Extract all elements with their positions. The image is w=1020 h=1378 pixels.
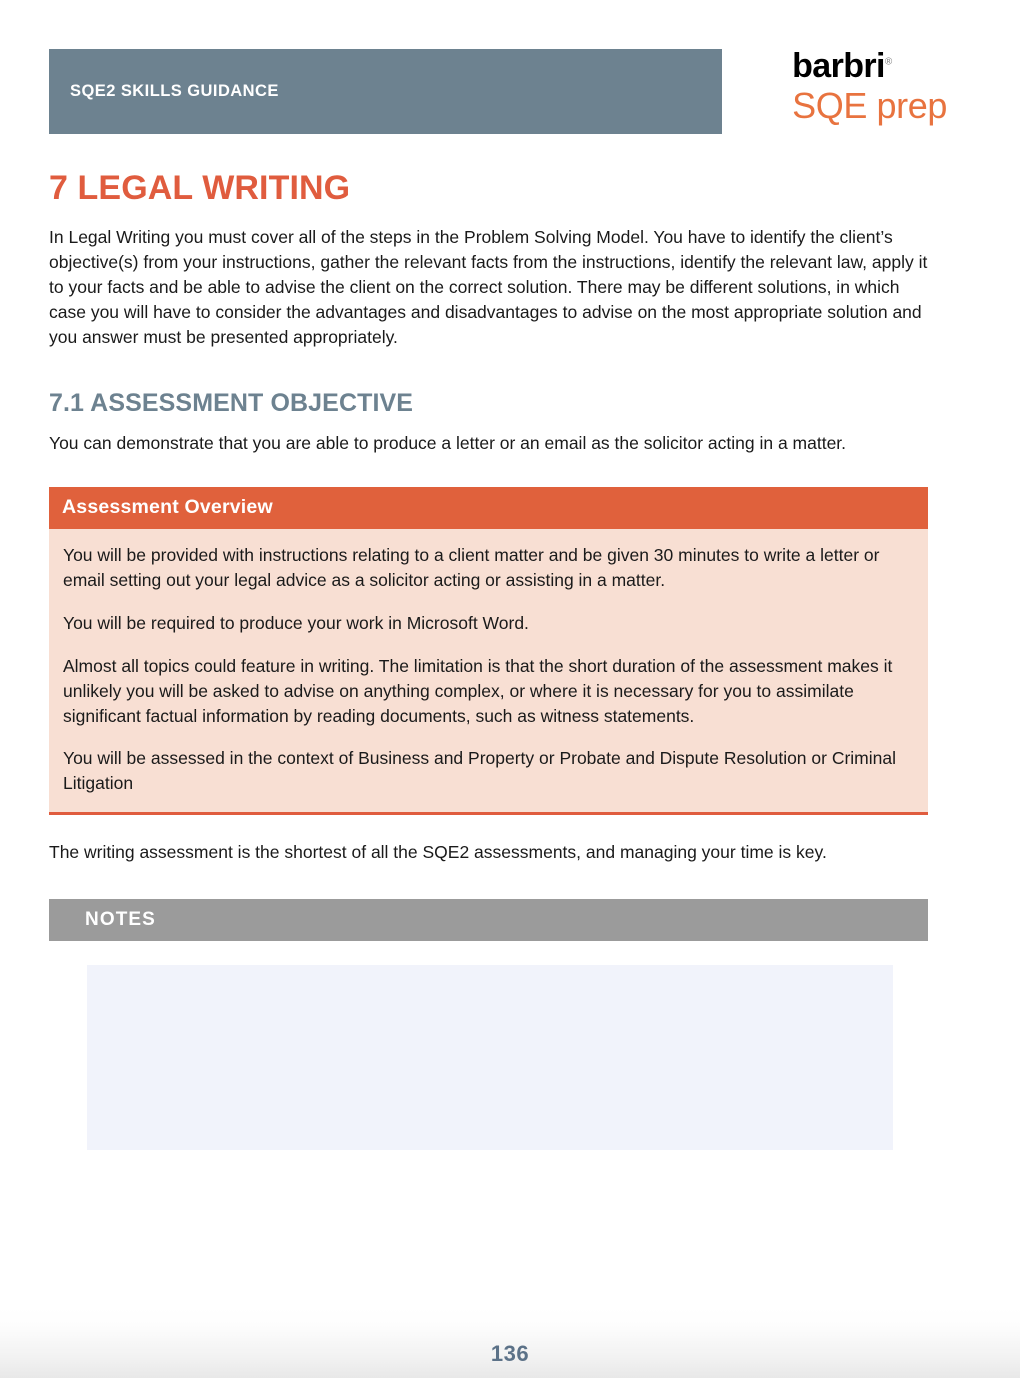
page-title: 7 LEGAL WRITING [49,169,351,207]
intro-paragraph: In Legal Writing you must cover all of the steps in the Problem Solving Model. You have to identify the client’s objective(s) from your instructions, gather the relevant facts from the instructions, identify the relevant law, apply it to your facts and be able to advise the client on the correct solution. There may be different solutions, in which case you will have to consider the advantages and disadvantages to advise on the most appropriate solution and you answer must be presented appropriately. [49,227,928,347]
assessment-overview-callout [49,487,928,815]
callout-body [49,529,928,812]
brand-logo [792,49,947,125]
callout-paragraph: You will be assessed in the context of Business and Property or Probate and Dispute Resolution or Criminal Litigation [63,748,897,794]
callout-paragraph: Almost all topics could feature in writing. The limitation is that the short duration of the assessment makes it unlikely you will be asked to advise on anything complex, or where it is necessary for you to assimilate significant factual information by reading documents, such as witness statements. [63,655,893,726]
page-number: 136 [490,1341,530,1366]
callout-paragraph: You will be provided with instructions relating to a client matter and be given 30 minutes to write a letter or email setting out your legal advice as a solicitor acting or assisting in a matter. [63,545,880,591]
brand-name [792,49,892,85]
notes-header-label: NOTES [85,909,156,931]
section-paragraph: You can demonstrate that you are able to produce a letter or an email as the solicitor acting in a matter. [49,433,847,454]
brand-subtitle: SQE prep [792,84,947,126]
callout-header-label: Assessment Overview [62,495,273,518]
page-header [0,0,1020,148]
callout-paragraph: You will be required to produce your work in Microsoft Word. [63,613,529,634]
callout-header-bar [49,487,928,529]
closing-paragraph: The writing assessment is the shortest of all the SQE2 assessments, and managing your time is key. [49,842,827,863]
notes-header-bar [49,899,928,941]
header-banner-label: SQE2 SKILLS GUIDANCE [70,82,279,101]
section-heading-7-1: 7.1 ASSESSMENT OBJECTIVE [49,388,414,417]
notes-writing-area[interactable] [87,965,893,1150]
header-banner [49,49,722,134]
page-content [0,170,1020,1150]
brand-name-text: barbri [792,47,885,85]
registered-trademark-icon: ® [884,56,893,68]
